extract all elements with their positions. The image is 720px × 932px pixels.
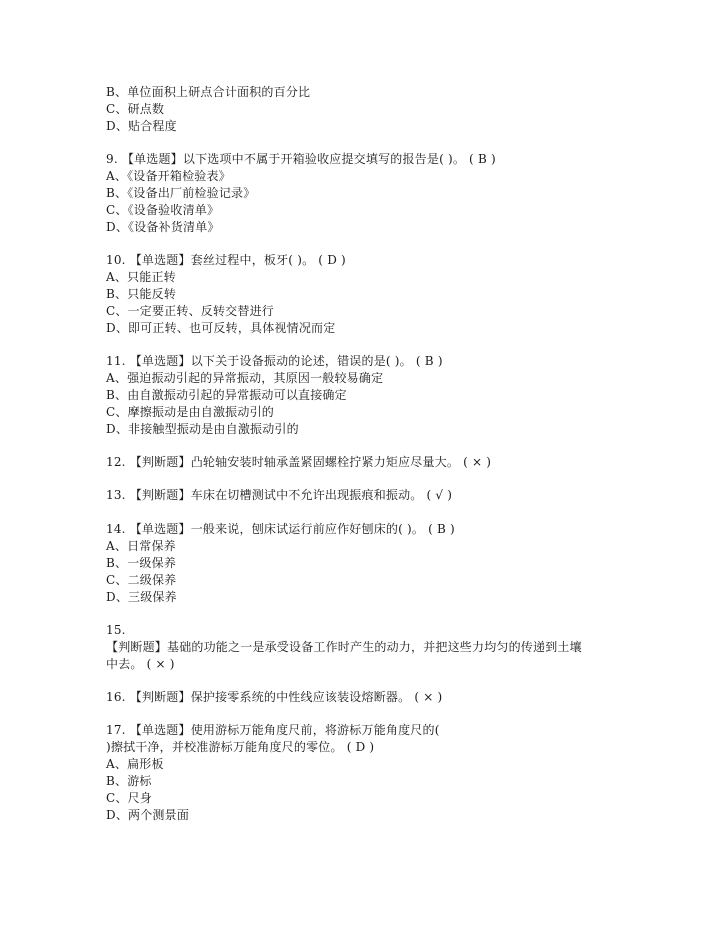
option-line: C、一定要正转、反转交替进行 [106, 304, 274, 318]
option-line: B、一级保养 [106, 556, 177, 570]
option-line: D、《设备补货清单》 [106, 220, 220, 234]
option-line: B、《设备出厂前检验记录》 [106, 186, 256, 200]
option-line: C、《设备验收清单》 [106, 203, 220, 217]
question-stem: 12. 【判断题】凸轮轴安装时轴承盖紧固螺栓拧紧力矩应尽量大。 ( × ) [106, 455, 492, 469]
option-line: A、只能正转 [106, 270, 176, 284]
question-stem: 13. 【判断题】车床在切槽测试中不允许出现振痕和振动。 ( √ ) [106, 488, 453, 502]
question-stem: 16. 【判断题】保护接零系统的中性线应该装设熔断器。 ( × ) [106, 690, 443, 704]
question-stem: 10. 【单选题】套丝过程中，板牙( )。 ( D ) [106, 253, 346, 267]
option-line: A、日常保养 [106, 539, 176, 553]
question-stem: 中去。 ( × ) [106, 657, 175, 671]
option-line: A、扁形板 [106, 757, 164, 771]
option-line: D、三级保养 [106, 590, 177, 604]
option-line: C、二级保养 [106, 573, 177, 587]
question-stem: 9. 【单选题】以下选项中不属于开箱验收应提交填写的报告是( )。 ( B ) [106, 152, 496, 166]
option-line: D、即可正转、也可反转，具体视情况而定 [106, 321, 336, 335]
option-line: D、非接触型振动是由自激振动引的 [106, 422, 299, 436]
option-line: B、游标 [106, 774, 152, 788]
option-line: C、研点数 [106, 102, 165, 116]
option-line: C、尺身 [106, 791, 152, 805]
question-stem: 11. 【单选题】以下关于设备振动的论述，错误的是( )。 ( B ) [106, 354, 443, 368]
option-line: B、只能反转 [106, 287, 177, 301]
question-stem: 15. [106, 623, 126, 637]
option-line: C、摩擦振动是由自激振动引的 [106, 405, 274, 419]
question-stem: 17. 【单选题】使用游标万能角度尺前，将游标万能角度尺的( [106, 723, 440, 737]
question-stem: 14. 【单选题】一般来说，刨床试运行前应作好刨床的( )。 ( B ) [106, 522, 455, 536]
option-line: A、《设备开箱检验表》 [106, 169, 231, 183]
option-line: D、两个测景面 [106, 808, 190, 822]
question-stem: 【判断题】基础的功能之一是承受设备工作时产生的动力，并把这些力均匀的传递到土壤 [106, 640, 582, 654]
option-line: A、强迫振动引起的异常振动，其原因一般较易确定 [106, 371, 384, 385]
question-stem: )擦拭干净，并校准游标万能角度尺的零位。 ( D ) [106, 740, 375, 754]
option-line: B、由自激振动引起的异常振动可以直接确定 [106, 388, 347, 402]
option-line: B、单位面积上研点合计面积的百分比 [106, 85, 311, 99]
option-line: D、贴合程度 [106, 119, 177, 133]
